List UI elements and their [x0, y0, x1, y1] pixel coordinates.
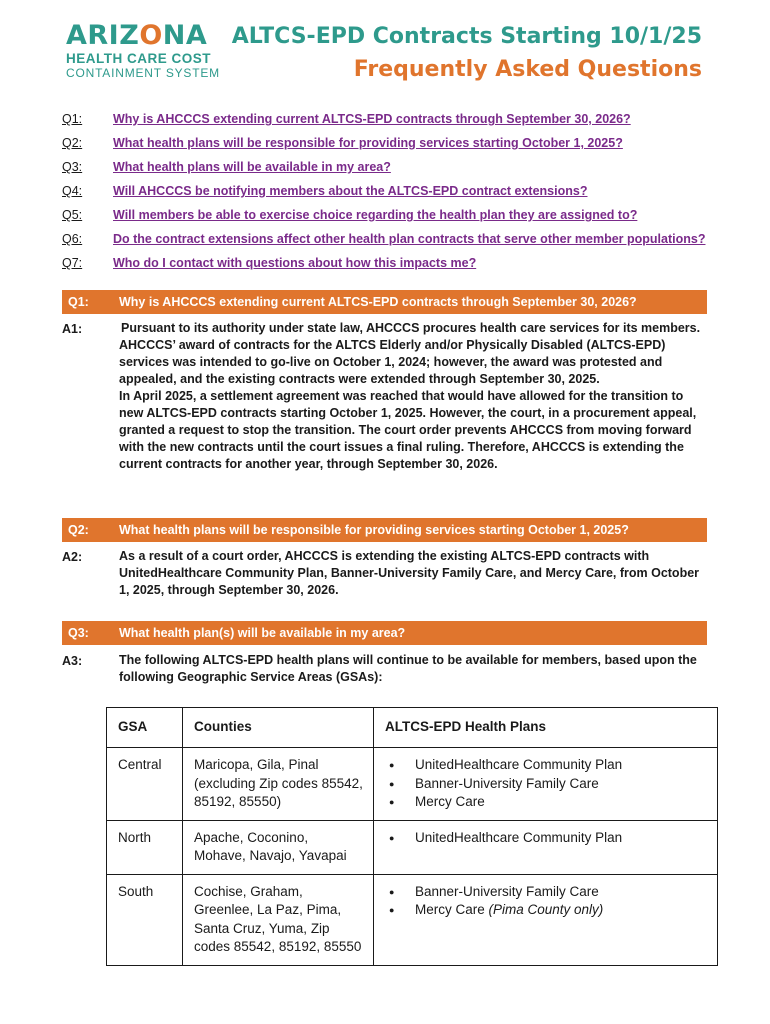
counties-cell: Maricopa, Gila, Pinal (excluding Zip codes 85542, 85192, 85550): [183, 748, 374, 821]
question-index: [62, 112, 712, 280]
toc-row[interactable]: Q7: Who do I contact with questions about how this impacts me?: [62, 256, 477, 270]
column-header-gsa: GSA: [107, 708, 183, 748]
answer-text-a2: As a result of a court order, AHCCCS is extending the existing ALTCS-EPD contracts with UnitedHealthcare Community Plan, Banner-University Family Care, and Mercy Care, from October 1, 2025, through September 30, 2026.: [119, 549, 700, 597]
gsa-cell: Central: [107, 748, 183, 821]
toc-link-q4[interactable]: Will AHCCCS be notifying members about the ALTCS-EPD contract extensions?: [113, 184, 588, 198]
question-bar-q3: Q3: What health plan(s) will be available in my area?: [62, 621, 707, 645]
plan-list-item: ● Mercy Care: [415, 793, 707, 812]
column-header-counties: Counties: [183, 708, 374, 748]
toc-link-q2[interactable]: What health plans will be responsible for providing services starting October 1, 2025?: [113, 136, 623, 150]
column-header-plans: ALTCS-EPD Health Plans: [374, 708, 718, 748]
page-subtitle: Frequently Asked Questions: [353, 57, 702, 82]
question-bar-q1: Q1: Why is AHCCCS extending current ALTCS-EPD contracts through September 30, 2026?: [62, 290, 707, 314]
answer-label-a1: A1:: [62, 322, 83, 336]
answer-text-a3: The following ALTCS-EPD health plans will continue to be available for members, based upon the following Geographic Service Areas (GSAs):: [119, 653, 697, 684]
plan-list-item: ● Banner-University Family Care: [415, 775, 707, 794]
toc-link-q7[interactable]: Who do I contact with questions about how this impacts me?: [113, 256, 477, 270]
toc-row[interactable]: Q4: Will AHCCCS be notifying members about the ALTCS-EPD contract extensions?: [62, 184, 588, 198]
question-bar-q2: Q2: What health plans will be responsible for providing services starting October 1, 2025?: [62, 518, 707, 542]
toc-link-q1[interactable]: Why is AHCCCS extending current ALTCS-EPD contracts through September 30, 2026?: [113, 112, 631, 126]
table-row: [107, 874, 718, 965]
logo-wordmark: ARIZONA: [66, 20, 208, 51]
plan-list-item: ● Banner-University Family Care: [415, 883, 707, 902]
logo-line2: HEALTH CARE COST: [66, 51, 211, 66]
page-title: ALTCS-EPD Contracts Starting 10/1/25: [231, 24, 702, 49]
toc-link-q3[interactable]: What health plans will be available in my area?: [113, 160, 391, 174]
toc-row[interactable]: Q6: Do the contract extensions affect other health plan contracts that serve other member populations?: [62, 232, 706, 246]
toc-link-q6[interactable]: Do the contract extensions affect other health plan contracts that serve other member populations?: [113, 232, 706, 246]
table-row: [107, 820, 718, 874]
azahcccs-logo: [66, 22, 236, 80]
counties-cell: Apache, Coconino, Mohave, Navajo, Yavapai: [183, 820, 374, 874]
plans-cell: [374, 820, 718, 874]
toc-row[interactable]: Q2: What health plans will be responsible for providing services starting October 1, 2025?: [62, 136, 623, 150]
toc-row[interactable]: Q5: Will members be able to exercise choice regarding the health plan they are assigned to?: [62, 208, 638, 222]
gsa-health-plans-table: [106, 707, 718, 966]
answer-label-a2: A2:: [62, 550, 83, 564]
table-row: [107, 748, 718, 821]
plans-cell: [374, 748, 718, 821]
gsa-cell: South: [107, 874, 183, 965]
question-text: What health plan(s) will be available in my area?: [119, 626, 406, 640]
toc-row[interactable]: Q3: What health plans will be available in my area?: [62, 160, 391, 174]
plans-cell: [374, 874, 718, 965]
counties-cell: Cochise, Graham, Greenlee, La Paz, Pima, Santa Cruz, Yuma, Zip codes 85542, 85192, 85550: [183, 874, 374, 965]
plan-list-item: ● Mercy Care (Pima County only): [415, 901, 707, 920]
question-text: Why is AHCCCS extending current ALTCS-EPD contracts through September 30, 2026?: [119, 295, 637, 309]
table-header-row: [107, 708, 718, 748]
answer-label-a3: A3:: [62, 654, 83, 668]
toc-row[interactable]: Q1: Why is AHCCCS extending current ALTCS-EPD contracts through September 30, 2026?: [62, 112, 631, 126]
question-text: What health plans will be responsible for providing services starting October 1, 2025?: [119, 523, 629, 537]
toc-link-q5[interactable]: Will members be able to exercise choice regarding the health plan they are assigned to?: [113, 208, 638, 222]
plan-list-item: ● UnitedHealthcare Community Plan: [415, 756, 707, 775]
logo-line3: CONTAINMENT SYSTEM: [66, 66, 220, 80]
plan-list-item: ● UnitedHealthcare Community Plan: [415, 829, 707, 848]
answer-text-a1: Pursuant to its authority under state law, AHCCCS procures health care services for its members. AHCCCS’ award of contracts for the ALTCS Elderly and/or Physically Disabled (ALTCS-EPD) services was intended to go-live on October 1, 2024; however, the award was protested and appealed, and the existing contracts were extended through September 30, 2025. In April 2025, a settlement agreement was reached that would have allowed for the transition to new ALTCS-EPD contracts starting October 1, 2025. However, the court, in a procurement appeal, granted a request to stop the transition. The court order prevents AHCCCS from moving forward with the new contracts until the court issues a final ruling. Therefore, AHCCCS is extending the current contracts for another year, through September 30, 2026.: [119, 321, 701, 471]
gsa-cell: North: [107, 820, 183, 874]
